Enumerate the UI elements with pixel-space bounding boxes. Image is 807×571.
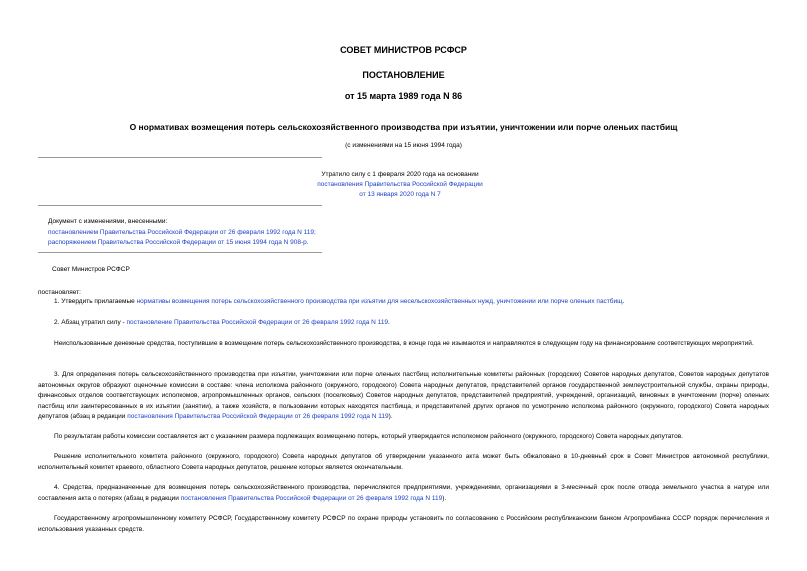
divider — [38, 252, 322, 253]
paragraph-8: Государственному агропромышленному комитету РСФСР, Государственному комитету РСФСР по охране природы установить по согласованию с Российским республиканским банком Агропромбанка СССР порядок перечисления и использования указанных средств. — [38, 515, 769, 533]
paragraph-3: Неиспользованные денежные средства, поступившие в возмещение потерь сельскохозяйственного производства, в конце года не изымаются и направляются в следующем году на финансирование соответствующих мероприятий. — [54, 340, 754, 347]
paragraph-1 — [38, 297, 769, 308]
paragraph-7-suffix: ). — [442, 494, 447, 502]
paragraph-4-text: 3. Для определения потерь сельскохозяйственного производства при изъятии, уничтожении или порче оленьих пастбищ исполнительные комитеты районных (городских) Советов народных депутатов, Советов народных депутатов автономных округов образуют оценочные комиссии в составе: члена исполкома районного (окружного, городского) Совета народных депутатов, представителей органов государственной землеустроительной службы, охраны природы, финансовых отделов соответствующих исполкомов, агропромышленных органов, сельских (поселковых) Советов народных депутатов, представителей предприятий, учреждений, организаций, виновных в уничтожении (порче) оленьих пастбищ или заинтересованных в их изъятии (занятии), а также хозяйств, в пользовании которых находятся пастбища, и представителей других органов по усмотрению исполкома районного (окружного, городского) Совета народных депутатов (абзац в редакции — [38, 371, 769, 420]
amendment-note: (с изменениями на 15 июня 1994 года) — [345, 142, 462, 149]
issuer-line: Совет Министров РСФСР — [52, 266, 130, 273]
status-link-resolution[interactable]: постановления Правительства Российской Федерации — [317, 181, 483, 188]
paragraph-2 — [38, 318, 769, 329]
status-line: Утратило силу с 1 февраля 2020 года на основании — [321, 171, 479, 178]
paragraph-7-link[interactable]: постановления Правительства Российской Федерации от 26 февраля 1992 года N 119 — [180, 494, 443, 502]
amendment-link-1994[interactable]: распоряжением Правительства Российской Федерации от 15 июня 1994 года N 908-р. — [48, 239, 309, 246]
divider — [38, 205, 322, 206]
amendment-link-1992[interactable]: постановлением Правительства Российской Федерации от 26 февраля 1992 года N 119; — [48, 228, 316, 236]
paragraph-1-prefix: 1. Утвердить прилагаемые — [54, 298, 137, 305]
paragraph-1-suffix: . — [622, 298, 625, 305]
resolves-line: постановляет: — [38, 289, 81, 296]
paragraph-4-suffix: ). — [388, 413, 393, 420]
paragraph-6: Решение исполнительного комитета районного (окружного, городского) Совета народных депутатов об утверждении указанного акта может быть обжаловано в 10-дневный срок в Совет Министров автономной республики, исполнительный комитет краевого, областного Совета народных депутатов, решение которых является окончательным. — [38, 453, 769, 471]
paragraph-2-prefix: 2. Абзац утратил силу - — [54, 319, 127, 326]
paragraph-2-suffix: . — [388, 319, 390, 326]
amendments-list — [48, 217, 548, 249]
paragraph-7 — [38, 483, 769, 504]
paragraph-7-text: 4. Средства, предназначенные для возмещения потерь сельскохозяйственного производства, перечисляются предприятиями, учреждениями, организациями в 3-месячный срок после отвода земельного участка в натуре или составления акта о потерях (абзац в редакции — [38, 484, 769, 502]
paragraph-5: По результатам работы комиссии составляется акт с указанием размера подлежащих возмещению потерь, который утверждается исполкомом районного (окружного, городского) Совета народных депутатов. — [54, 433, 683, 440]
status-block — [300, 170, 500, 200]
paragraph-2-link[interactable]: постановление Правительства Российской Федерации от 26 февраля 1992 года N 119 — [126, 319, 389, 326]
paragraph-4 — [38, 370, 769, 423]
amendments-intro: Документ с изменениями, внесенными: — [48, 218, 168, 225]
status-link-date[interactable]: от 13 января 2020 года N 7 — [359, 191, 441, 198]
norms-link[interactable]: нормативы возмещения потерь сельскохозяйственного производства при изъятии для несельскохозяйственных нужд, уничтожении или порче оленьих пастбищ — [136, 298, 623, 305]
divider — [38, 157, 322, 158]
document-date-number: от 15 марта 1989 года N 86 — [344, 91, 463, 101]
paragraph-4-link[interactable]: постановления Правительства Российской Федерации от 26 февраля 1992 года N 119 — [127, 413, 389, 420]
document-type: ПОСТАНОВЛЕНИЕ — [362, 70, 445, 80]
document-title: О нормативах возмещения потерь сельскохозяйственного производства при изъятии, уничтожении или порче оленьих пастбищ — [129, 122, 678, 132]
issuing-organization: СОВЕТ МИНИСТРОВ РСФСР — [340, 45, 467, 55]
